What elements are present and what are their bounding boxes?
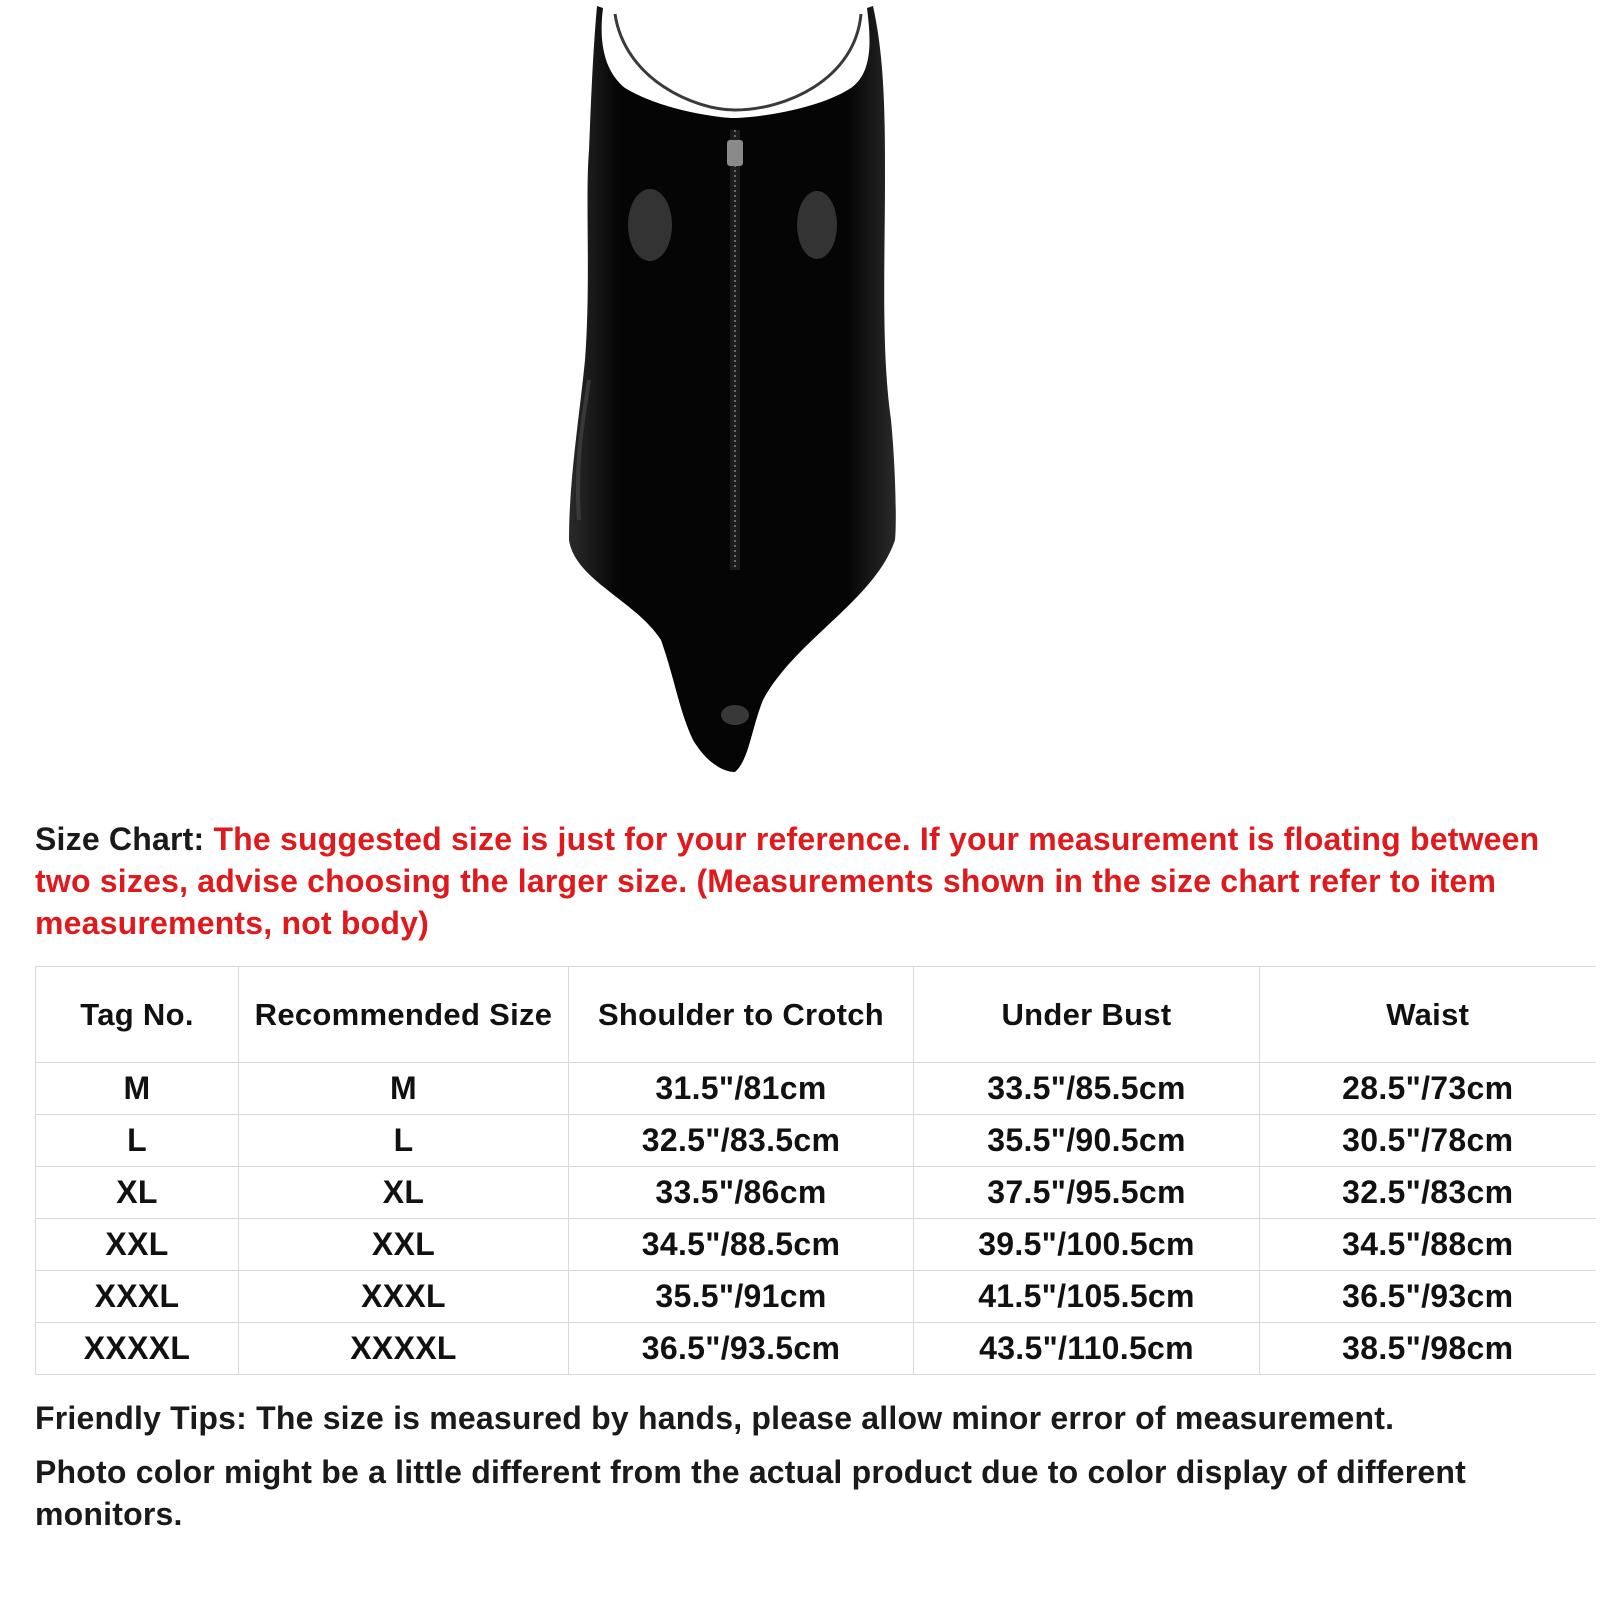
friendly-tips xyxy=(35,1397,1575,1547)
cell-tag-no: XXXXL xyxy=(36,1323,239,1375)
size-table xyxy=(35,966,1596,1375)
header-under-bust: Under Bust xyxy=(914,967,1260,1063)
cell-shoulder-to-crotch: 32.5"/83.5cm xyxy=(569,1115,914,1167)
cell-under-bust: 37.5"/95.5cm xyxy=(914,1167,1260,1219)
cell-tag-no: L xyxy=(36,1115,239,1167)
table-row xyxy=(36,1115,1596,1167)
cell-shoulder-to-crotch: 34.5"/88.5cm xyxy=(569,1219,914,1271)
cell-tag-no: XXL xyxy=(36,1219,239,1271)
table-row xyxy=(36,1167,1596,1219)
header-waist: Waist xyxy=(1260,967,1596,1063)
cell-recommended-size: M xyxy=(239,1063,569,1115)
cell-tag-no: XXXL xyxy=(36,1271,239,1323)
cell-under-bust: 39.5"/100.5cm xyxy=(914,1219,1260,1271)
table-row xyxy=(36,1323,1596,1375)
product-image xyxy=(555,0,925,790)
cell-under-bust: 41.5"/105.5cm xyxy=(914,1271,1260,1323)
cell-recommended-size: L xyxy=(239,1115,569,1167)
cell-under-bust: 43.5"/110.5cm xyxy=(914,1323,1260,1375)
size-chart-note xyxy=(35,818,1595,944)
header-recommended-size-label: Recommended Size xyxy=(254,996,553,1032)
cell-recommended-size: XXXXL xyxy=(239,1323,569,1375)
table-row xyxy=(36,1219,1596,1271)
cell-waist: 30.5"/78cm xyxy=(1260,1115,1596,1167)
cell-recommended-size: XXL xyxy=(239,1219,569,1271)
cell-recommended-size: XXXL xyxy=(239,1271,569,1323)
cell-recommended-size: XL xyxy=(239,1167,569,1219)
table-row xyxy=(36,1063,1596,1115)
tips-line-2: Photo color might be a little different from the actual product due to color display of different monitors. xyxy=(35,1454,1467,1532)
cell-shoulder-to-crotch: 35.5"/91cm xyxy=(569,1271,914,1323)
header-shoulder-to-crotch: Shoulder to Crotch xyxy=(569,967,914,1063)
size-chart-label: Size Chart: xyxy=(35,821,205,857)
cell-shoulder-to-crotch: 31.5"/81cm xyxy=(569,1063,914,1115)
cell-waist: 32.5"/83cm xyxy=(1260,1167,1596,1219)
cell-shoulder-to-crotch: 33.5"/86cm xyxy=(569,1167,914,1219)
cell-waist: 34.5"/88cm xyxy=(1260,1219,1596,1271)
cell-shoulder-to-crotch: 36.5"/93.5cm xyxy=(569,1323,914,1375)
cell-waist: 38.5"/98cm xyxy=(1260,1323,1596,1375)
cell-waist: 28.5"/73cm xyxy=(1260,1063,1596,1115)
header-tag-no: Tag No. xyxy=(36,967,239,1063)
table-row xyxy=(36,1271,1596,1323)
cell-tag-no: M xyxy=(36,1063,239,1115)
cell-waist: 36.5"/93cm xyxy=(1260,1271,1596,1323)
header-recommended-size xyxy=(239,967,569,1063)
cell-tag-no: XL xyxy=(36,1167,239,1219)
cell-under-bust: 35.5"/90.5cm xyxy=(914,1115,1260,1167)
table-header-row xyxy=(36,967,1596,1063)
tips-line-1: Friendly Tips: The size is measured by hands, please allow minor error of measurement. xyxy=(35,1400,1395,1436)
cell-under-bust: 33.5"/85.5cm xyxy=(914,1063,1260,1115)
size-chart-warning: The suggested size is just for your reference. If your measurement is floating between two sizes, advise choosing the larger size. (Measurements shown in the size chart refer to item measurements, not body) xyxy=(35,821,1540,941)
